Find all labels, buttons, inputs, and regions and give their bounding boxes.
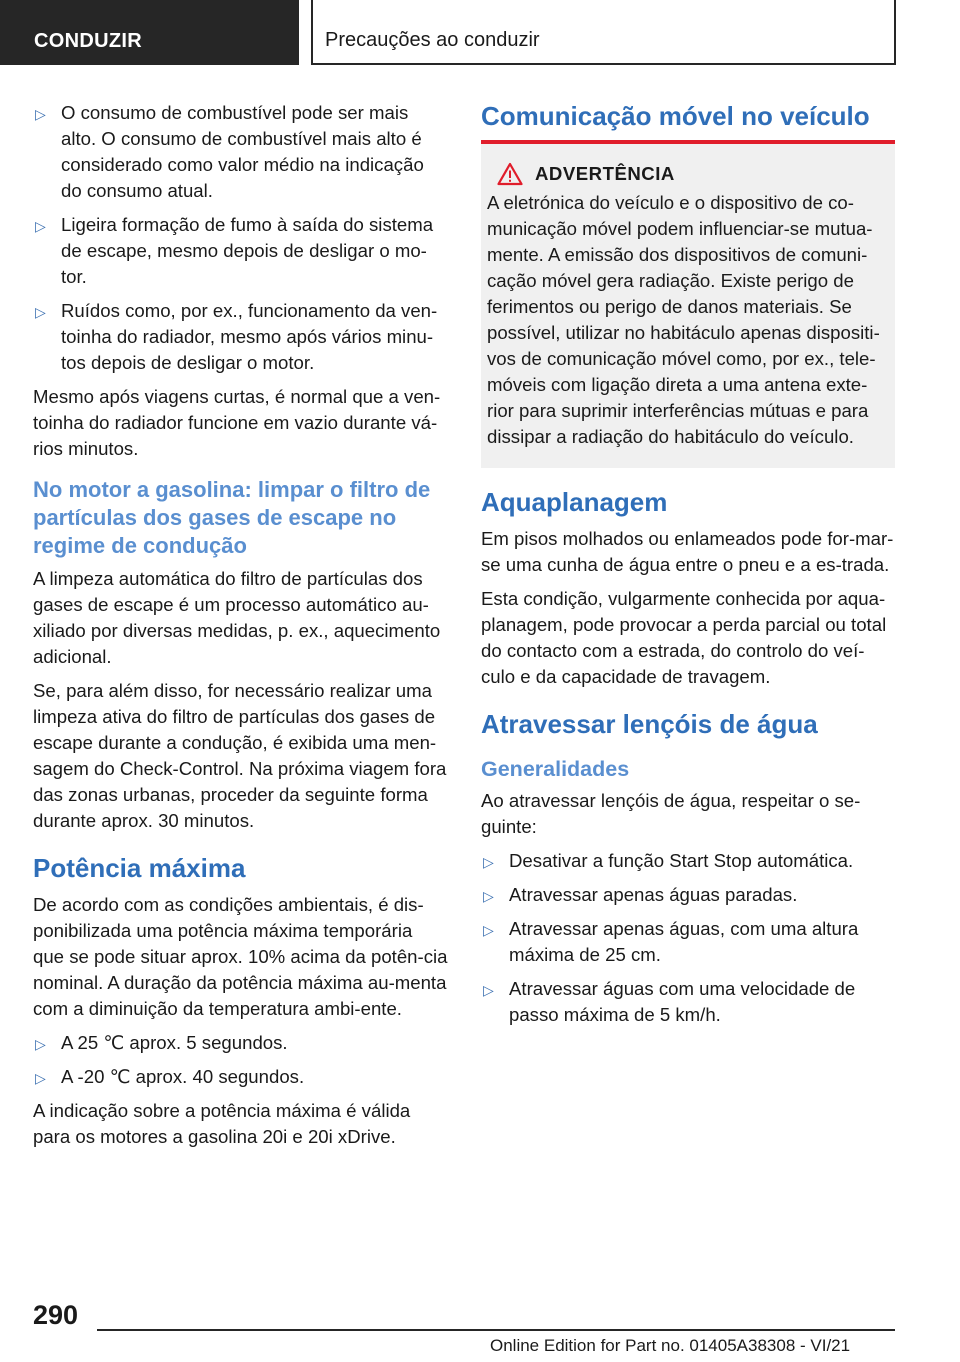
list-item: ▷ A -20 ℃ aprox. 40 segundos. <box>33 1064 448 1090</box>
list-item: ▷ Desativar a função Start Stop automática. <box>481 848 895 874</box>
bullet-triangle-icon: ▷ <box>483 982 494 998</box>
paragraph: Ao atravessar lençóis de água, respeitar o se-guinte: <box>481 790 861 837</box>
header-underline <box>311 63 896 65</box>
list-item: ▷ Ruídos como, por ex., funcionamento da ven-toinha do radiador, mesmo após vários minu-tos depois de desligar o motor. <box>35 300 438 373</box>
paragraph: Em pisos molhados ou enlameados pode for-mar-se uma cunha de água entre o pneu e a es-trada. <box>481 528 894 575</box>
bullet-triangle-icon: ▷ <box>35 218 46 234</box>
section-heading-aquaplaning: Aquaplanagem <box>481 487 668 517</box>
warning-text: A eletrónica do veículo e o dispositivo de co-municação móvel podem influenciar-se mutua-mente. A emissão dos dispositivos de comuni-cação móvel gera radiação. Existe perigo de ferimentos ou perigo de danos materiais. Se possível, utilizar no habitáculo apenas dispositi-vos de comunicação móvel como, por ex., tele-móveis com ligação direta a uma antena exte-rior para suprimir interferências mútuas e para dissipar a radiação do habitáculo do veículo. <box>487 192 880 447</box>
list-item: ▷ A 25 ℃ aprox. 5 segundos. <box>33 1030 448 1056</box>
warning-title <box>497 162 887 186</box>
chapter-topic: Precauções ao conduzir <box>325 29 540 51</box>
temperature-list <box>33 1030 448 1090</box>
header-divider <box>311 0 313 65</box>
effects-list <box>33 100 448 376</box>
list-item: ▷ Atravessar águas com uma velocidade de passo máxima de 5 km/h. <box>483 978 856 1025</box>
list-item: ▷ Ligeira formação de fumo à saída do sistema de escape, mesmo depois de desligar o mo-tor. <box>35 214 434 287</box>
bullet-triangle-icon: ▷ <box>35 1036 46 1052</box>
bullet-triangle-icon: ▷ <box>483 854 494 870</box>
footer-rule <box>97 1329 895 1331</box>
page-number: 290 <box>33 1300 79 1330</box>
paragraph: Se, para além disso, for necessário realizar uma limpeza ativa do filtro de partículas dos gases de escape durante a condução, é exibida uma men-sagem do Check-Control. Na próxima viagem fora das zonas urbanas, proceder da seguinte forma durante aprox. 30 minutos. <box>33 680 447 831</box>
bullet-triangle-icon: ▷ <box>483 922 494 938</box>
bullet-triangle-icon: ▷ <box>35 1070 46 1086</box>
list-item: ▷ O consumo de combustível pode ser mais alto. O consumo de combustível mais alto é considerado como valor médio na indicação do consumo atual. <box>35 102 424 201</box>
section-heading-water-crossing: Atravessar lençóis de água <box>481 709 818 739</box>
section-heading-mobile-comm: Comunicação móvel no veículo <box>481 101 870 131</box>
bullet-triangle-icon: ▷ <box>35 304 46 320</box>
warning-box <box>481 144 895 468</box>
subheading-general: Generalidades <box>481 757 630 781</box>
bullet-triangle-icon: ▷ <box>483 888 494 904</box>
paragraph: Mesmo após viagens curtas, é normal que a ven-toinha do radiador funcione em vazio durante vá-rios minutos. <box>33 386 441 459</box>
paragraph: A limpeza automática do filtro de partículas dos gases de escape é um processo automático au-xiliado por diversas medidas, p. ex., aquecimento adicional. <box>33 568 441 667</box>
list-item: ▷ Atravessar apenas águas, com uma altura máxima de 25 cm. <box>483 918 859 965</box>
left-column <box>33 100 448 1158</box>
header-right-border <box>894 0 896 65</box>
right-column <box>481 100 895 1036</box>
section-heading-max-power: Potência máxima <box>33 853 246 883</box>
warning-triangle-icon <box>497 162 523 186</box>
list-item: ▷ Atravessar apenas águas paradas. <box>481 882 895 908</box>
paragraph: A indicação sobre a potência máxima é válida para os motores a gasolina 20i e 20i xDrive. <box>33 1100 411 1147</box>
bullet-triangle-icon: ▷ <box>35 106 46 122</box>
paragraph: Esta condição, vulgarmente conhecida por aqua-planagem, pode provocar a perda parcial ou total do contacto com a estrada, do controlo do veí-culo e da capacidade de travagem. <box>481 588 887 687</box>
paragraph: De acordo com as condições ambientais, é dis-ponibilizada uma potência máxima temporária que se pode situar aprox. 10% acima da potên-cia nominal. A duração da potência máxima au-menta com a diminuição da temperatura ambi-ente. <box>33 894 448 1019</box>
warning-label: ADVERTÊNCIA <box>535 163 675 184</box>
section-label: CONDUZIR <box>34 30 142 52</box>
edition-note: Online Edition for Part no. 01405A38308 - VI/21 <box>490 1336 851 1355</box>
section-heading-particle-filter: No motor a gasolina: limpar o filtro de partículas dos gases de escape no regime de condução <box>33 477 431 558</box>
section-tab <box>0 0 299 65</box>
water-crossing-list <box>481 848 895 1028</box>
